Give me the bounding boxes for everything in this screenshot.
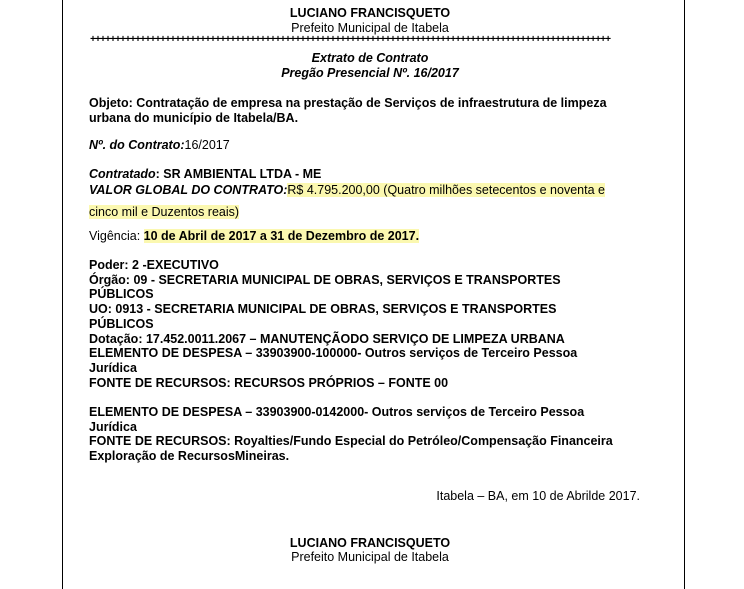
dotacao2-line: ELEMENTO DE DESPESA – 33903900-0142000- Outros serviços de Terceiro Pessoa [89,405,585,419]
contratado [89,167,321,182]
vigencia [89,228,419,245]
contratado-value: : SR AMBIENTAL LTDA - ME [155,167,322,181]
dotacao-line: Dotação: 17.452.0011.2067 – MANUTENÇÃODO SERVIÇO DE LIMPEZA URBANA [89,331,565,346]
valor-line-2 [89,204,239,221]
contratado-label: Contratado [89,167,156,181]
valor-label: VALOR GLOBAL DO CONTRATO: [89,183,288,197]
page-border-right [684,0,685,589]
dotacao-line: Poder: 2 -EXECUTIVO [89,258,219,272]
page-border-left [62,0,63,589]
document-subtitle: Pregão Presencial Nº. 16/2017 [281,66,459,80]
dotacao-line: UO: 0913 - SECRETARIA MUNICIPAL DE OBRAS, SERVIÇOS E TRANSPORTES [89,302,557,317]
dotacao-line: Órgão: 09 - SECRETARIA MUNICIPAL DE OBRAS, SERVIÇOS E TRANSPORTES [89,272,561,287]
contract-number [89,138,230,153]
objeto-line-1: Objeto: Contratação de empresa na prestação de Serviços de infraestrutura de limpeza [89,96,607,110]
dotacao-line: PÚBLICOS [89,287,154,302]
footer-name: LUCIANO FRANCISQUETO [289,536,451,550]
header-name: LUCIANO FRANCISQUETO [289,6,451,20]
valor-value-2: cinco mil e Duzentos reais) [89,205,240,219]
dotacao2-line: FONTE DE RECURSOS: Royalties/Fundo Especial do Petróleo/Compensação Financeira [89,434,613,449]
footer-role: Prefeito Municipal de Itabela [291,550,449,564]
valor-value-1: R$ 4.795.200,00 (Quatro milhões setecentos e noventa e [287,183,605,197]
objeto-line-2: urbana do município de Itabela/BA. [89,111,299,125]
separator-line: ++++++++++++++++++++++++++++++++++++++++++++++++++++++++++++++++++++++++++++++++++++++++++++++++++++++++ [90,35,611,46]
document-title: Extrato de Contrato [311,51,429,65]
place-date: Itabela – BA, em 10 de Abrilde 2017. [436,489,640,503]
contract-number-label: Nº. do Contrato: [89,138,185,152]
vigencia-value: 10 de Abril de 2017 a 31 de Dezembro de 2017. [143,229,420,243]
dotacao2-line: Exploração de RecursosMineiras. [89,449,290,464]
dotacao2-line: Jurídica [89,419,137,434]
dotacao-line: PÚBLICOS [89,316,154,331]
dotacao-line: FONTE DE RECURSOS: RECURSOS PRÓPRIOS – FONTE 00 [89,375,449,390]
header-role: Prefeito Municipal de Itabela [291,21,449,35]
valor-line-1 [89,182,605,199]
vigencia-label: Vigência: [89,229,144,243]
contract-number-value: 16/2017 [184,138,230,152]
dotacao-line: Jurídica [89,360,137,375]
dotacao-line: ELEMENTO DE DESPESA – 33903900-100000- Outros serviços de Terceiro Pessoa [89,346,578,361]
dotacao2-block [89,405,613,464]
dotacao-block [89,258,577,390]
